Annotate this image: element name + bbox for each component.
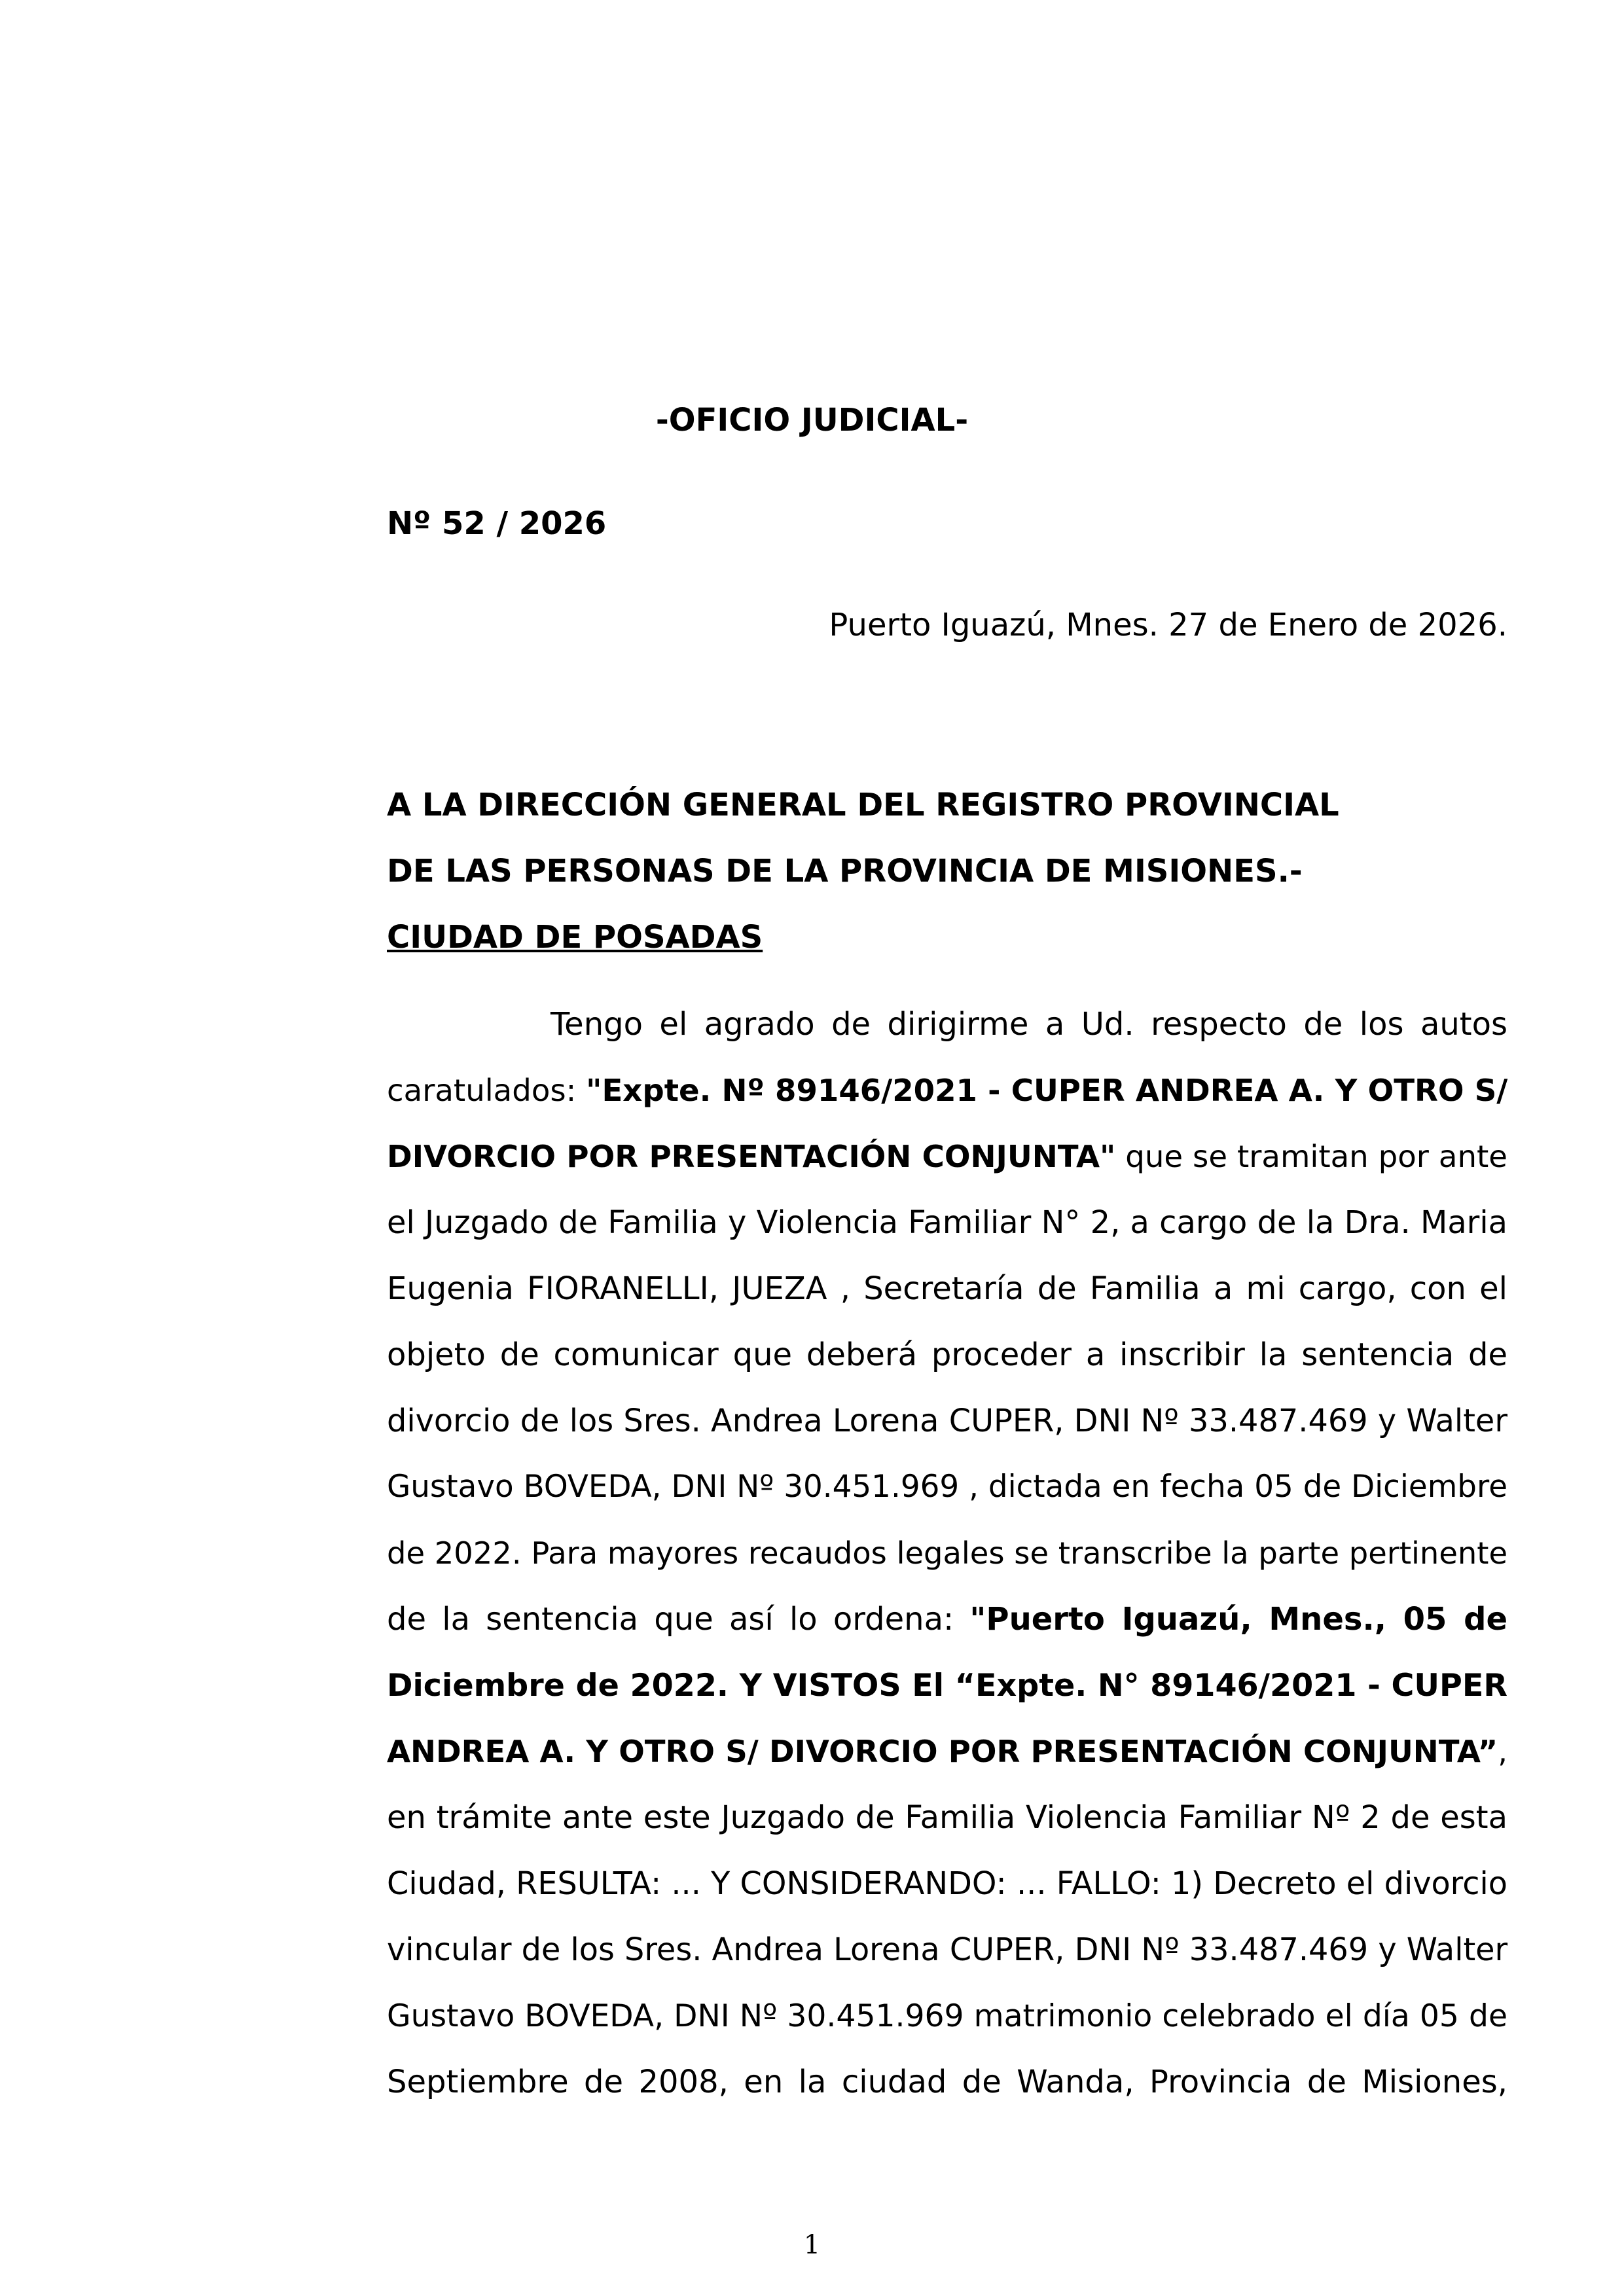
body-line [387, 1058, 1507, 1124]
oficio-number: Nº 52 / 2026 [387, 505, 607, 542]
document-title [0, 401, 1624, 440]
recipient-city-wrapper [387, 905, 1507, 971]
body-line [387, 1190, 1507, 1256]
body-line [387, 1388, 1507, 1454]
body-text: objeto de comunicar que deberá proceder a inscribir la sentencia de [387, 1336, 1507, 1373]
body-text: Tengo el agrado de dirigirme a Ud. respecto de los autos [550, 1006, 1507, 1043]
body-line [387, 2049, 1507, 2115]
body-text: Septiembre de 2008, en la ciudad de Wanda, Provincia de Misiones, [387, 2064, 1507, 2100]
body-bold-text: ANDREA A. Y OTRO S/ DIVORCIO POR PRESENTACIÓN CONJUNTA” [387, 1734, 1498, 1769]
body-bold-text: "Expte. Nº 89146/2021 - CUPER ANDREA A. Y OTRO S/ [586, 1073, 1508, 1108]
recipient-city: CIUDAD DE POSADAS [387, 919, 763, 956]
page-number: 1 [803, 2230, 821, 2260]
body-text: Gustavo BOVEDA, DNI Nº 30.451.969 , dictada en fecha 05 de Diciembre [387, 1469, 1507, 1505]
body-paragraph [387, 992, 1507, 2115]
body-bold-text: DIVORCIO POR PRESENTACIÓN CONJUNTA" [387, 1139, 1116, 1174]
body-line [387, 1587, 1507, 1653]
body-line [387, 992, 1507, 1058]
body-text: en trámite ante este Juzgado de Familia Violencia Familiar Nº 2 de esta [387, 1799, 1507, 1836]
body-text: Ciudad, RESULTA: ... Y CONSIDERANDO: ... FALLO: 1) Decreto el divorcio [387, 1866, 1507, 1902]
body-text: caratulados: [387, 1073, 586, 1108]
body-text: de la sentencia que así lo ordena: [387, 1601, 970, 1638]
recipient-line-2: DE LAS PERSONAS DE LA PROVINCIA DE MISIONES.- [387, 853, 1303, 889]
body-line [387, 1785, 1507, 1851]
place-and-date: Puerto Iguazú, Mnes. 27 de Enero de 2026. [829, 607, 1507, 643]
body-bold-text: "Puerto Iguazú, Mnes., 05 de [969, 1601, 1508, 1638]
body-line [387, 1719, 1507, 1785]
body-text: Gustavo BOVEDA, DNI Nº 30.451.969 matrimonio celebrado el día 05 de [387, 1998, 1507, 2034]
body-line [387, 1917, 1507, 1983]
body-line [387, 1851, 1507, 1917]
body-bold-text: Diciembre de 2022. Y VISTOS El “Expte. N° 89146/2021 - CUPER [387, 1668, 1507, 1704]
body-text: vincular de los Sres. Andrea Lorena CUPER, DNI Nº 33.487.469 y Walter [387, 1932, 1508, 1968]
document-title-text: -OFICIO JUDICIAL- [655, 402, 969, 439]
body-text: que se tramitan por ante [1115, 1139, 1507, 1174]
body-line [387, 1983, 1507, 2049]
body-line [387, 1322, 1507, 1388]
body-line [387, 1520, 1507, 1587]
body-text: divorcio de los Sres. Andrea Lorena CUPER, DNI Nº 33.487.469 y Walter [387, 1403, 1507, 1439]
body-text: , [1498, 1734, 1507, 1769]
body-text: el Juzgado de Familia y Violencia Familiar N° 2, a cargo de la Dra. Maria [387, 1205, 1507, 1241]
body-line [387, 1653, 1507, 1719]
body-text: de 2022. Para mayores recaudos legales se transcribe la parte pertinente [387, 1535, 1507, 1571]
body-line [387, 1454, 1507, 1520]
recipient-line-1: A LA DIRECCIÓN GENERAL DEL REGISTRO PROVINCIAL [387, 787, 1339, 823]
body-text: Eugenia FIORANELLI, JUEZA , Secretaría de Familia a mi cargo, con el [387, 1270, 1507, 1307]
recipient-block [387, 772, 1507, 971]
body-line [387, 1256, 1507, 1322]
body-line [387, 1124, 1507, 1190]
